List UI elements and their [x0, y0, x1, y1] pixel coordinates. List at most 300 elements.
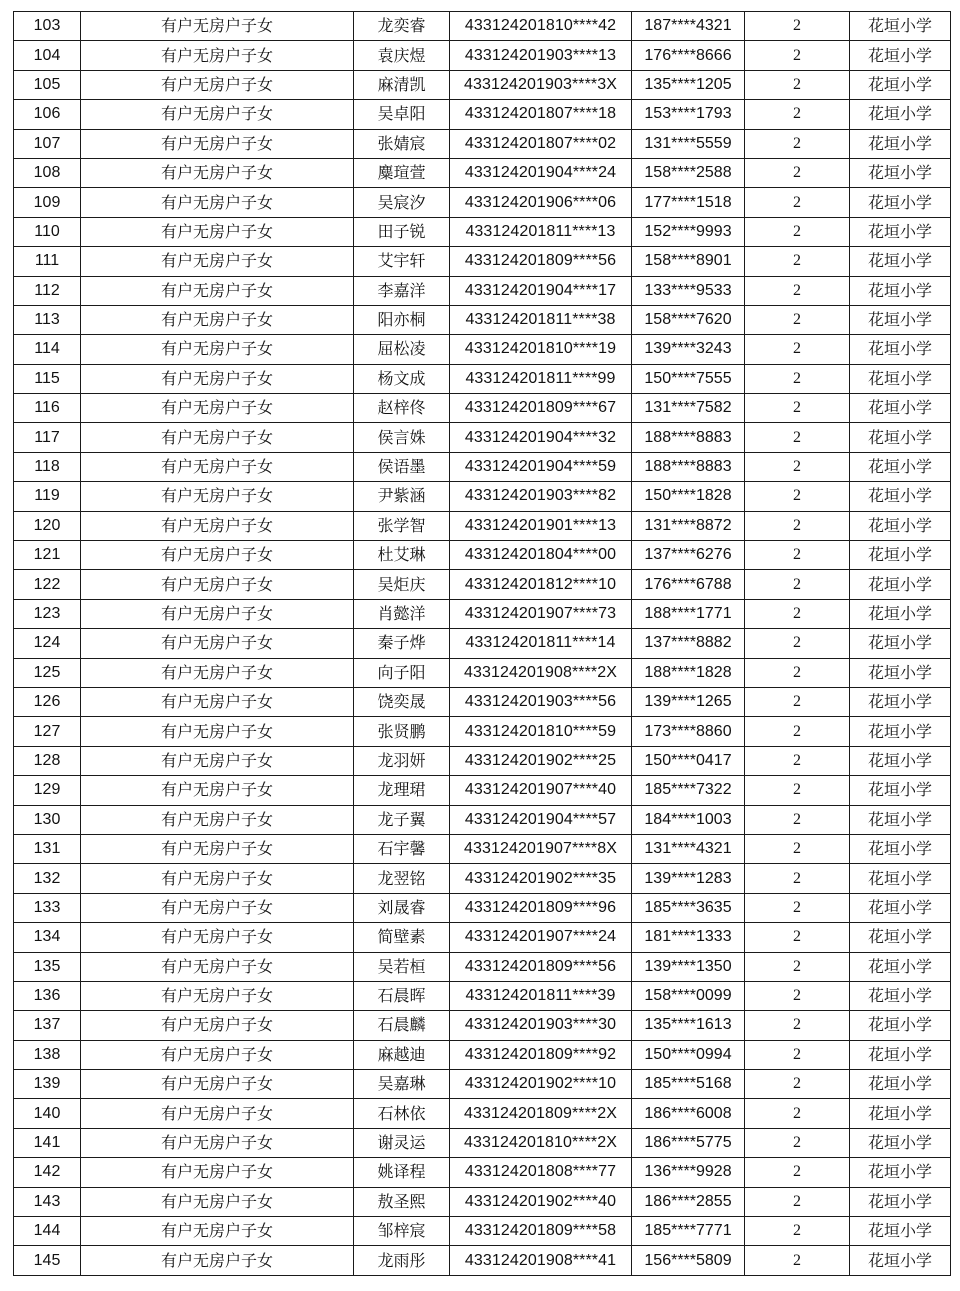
cell-grade: 2: [745, 188, 850, 217]
cell-category: 有户无房户子女: [81, 364, 354, 393]
cell-category: 有户无房户子女: [81, 893, 354, 922]
cell-serial-number: 112: [14, 276, 81, 305]
cell-id-number: 433124201903****56: [450, 687, 632, 716]
cell-id-number: 433124201810****42: [450, 12, 632, 41]
cell-grade: 2: [745, 1011, 850, 1040]
cell-grade: 2: [745, 658, 850, 687]
cell-id-number: 433124201810****2X: [450, 1128, 632, 1157]
cell-serial-number: 127: [14, 717, 81, 746]
cell-student-name: 田子锐: [354, 217, 450, 246]
cell-grade: 2: [745, 746, 850, 775]
cell-student-name: 石宇馨: [354, 834, 450, 863]
cell-school: 花垣小学: [850, 834, 951, 863]
enrollment-table: [13, 11, 951, 1276]
cell-category: 有户无房户子女: [81, 423, 354, 452]
cell-grade: 2: [745, 570, 850, 599]
cell-student-name: 龙羽妍: [354, 746, 450, 775]
cell-grade: 2: [745, 482, 850, 511]
cell-school: 花垣小学: [850, 335, 951, 364]
cell-school: 花垣小学: [850, 981, 951, 1010]
cell-phone: 188****1828: [632, 658, 745, 687]
cell-id-number: 433124201903****82: [450, 482, 632, 511]
cell-phone: 173****8860: [632, 717, 745, 746]
cell-school: 花垣小学: [850, 923, 951, 952]
cell-serial-number: 116: [14, 394, 81, 423]
cell-grade: 2: [745, 129, 850, 158]
cell-id-number: 433124201906****06: [450, 188, 632, 217]
cell-phone: 185****5168: [632, 1070, 745, 1099]
cell-id-number: 433124201807****02: [450, 129, 632, 158]
cell-school: 花垣小学: [850, 511, 951, 540]
cell-serial-number: 132: [14, 864, 81, 893]
cell-student-name: 李嘉洋: [354, 276, 450, 305]
cell-id-number: 433124201901****13: [450, 511, 632, 540]
cell-category: 有户无房户子女: [81, 776, 354, 805]
cell-student-name: 艾宇轩: [354, 247, 450, 276]
cell-school: 花垣小学: [850, 394, 951, 423]
table-row: [14, 687, 951, 716]
table-row: [14, 511, 951, 540]
cell-school: 花垣小学: [850, 12, 951, 41]
cell-id-number: 433124201808****77: [450, 1158, 632, 1187]
cell-school: 花垣小学: [850, 541, 951, 570]
cell-serial-number: 133: [14, 893, 81, 922]
cell-grade: 2: [745, 952, 850, 981]
cell-serial-number: 129: [14, 776, 81, 805]
cell-phone: 176****6788: [632, 570, 745, 599]
cell-category: 有户无房户子女: [81, 276, 354, 305]
table-row: [14, 746, 951, 775]
table-row: [14, 981, 951, 1010]
cell-serial-number: 124: [14, 629, 81, 658]
cell-category: 有户无房户子女: [81, 12, 354, 41]
cell-student-name: 刘晟睿: [354, 893, 450, 922]
cell-category: 有户无房户子女: [81, 834, 354, 863]
cell-grade: 2: [745, 864, 850, 893]
table-row: [14, 100, 951, 129]
cell-phone: 136****9928: [632, 1158, 745, 1187]
cell-id-number: 433124201902****25: [450, 746, 632, 775]
cell-school: 花垣小学: [850, 629, 951, 658]
cell-student-name: 秦子烨: [354, 629, 450, 658]
table-row: [14, 629, 951, 658]
cell-school: 花垣小学: [850, 217, 951, 246]
cell-student-name: 麻清凯: [354, 70, 450, 99]
table-row: [14, 599, 951, 628]
cell-student-name: 杜艾琳: [354, 541, 450, 570]
cell-category: 有户无房户子女: [81, 217, 354, 246]
cell-student-name: 尹紫涵: [354, 482, 450, 511]
cell-phone: 186****5775: [632, 1128, 745, 1157]
cell-school: 花垣小学: [850, 188, 951, 217]
cell-phone: 137****8882: [632, 629, 745, 658]
cell-grade: 2: [745, 981, 850, 1010]
table-row: [14, 570, 951, 599]
cell-school: 花垣小学: [850, 1217, 951, 1246]
cell-phone: 188****8883: [632, 452, 745, 481]
cell-category: 有户无房户子女: [81, 1187, 354, 1216]
cell-phone: 139****1350: [632, 952, 745, 981]
cell-id-number: 433124201902****10: [450, 1070, 632, 1099]
cell-grade: 2: [745, 1040, 850, 1069]
cell-grade: 2: [745, 629, 850, 658]
cell-student-name: 龙理珺: [354, 776, 450, 805]
cell-school: 花垣小学: [850, 305, 951, 334]
cell-grade: 2: [745, 834, 850, 863]
cell-serial-number: 140: [14, 1099, 81, 1128]
table-row: [14, 1187, 951, 1216]
cell-category: 有户无房户子女: [81, 305, 354, 334]
cell-student-name: 姚译程: [354, 1158, 450, 1187]
cell-phone: 184****1003: [632, 805, 745, 834]
table-row: [14, 541, 951, 570]
cell-serial-number: 110: [14, 217, 81, 246]
cell-serial-number: 107: [14, 129, 81, 158]
cell-id-number: 433124201908****2X: [450, 658, 632, 687]
table-row: [14, 1217, 951, 1246]
table-row: [14, 335, 951, 364]
cell-student-name: 张贤鹏: [354, 717, 450, 746]
cell-category: 有户无房户子女: [81, 981, 354, 1010]
cell-id-number: 433124201809****56: [450, 952, 632, 981]
cell-category: 有户无房户子女: [81, 188, 354, 217]
cell-id-number: 433124201811****38: [450, 305, 632, 334]
cell-phone: 177****1518: [632, 188, 745, 217]
cell-id-number: 433124201811****14: [450, 629, 632, 658]
cell-category: 有户无房户子女: [81, 1217, 354, 1246]
cell-category: 有户无房户子女: [81, 1040, 354, 1069]
cell-category: 有户无房户子女: [81, 70, 354, 99]
cell-student-name: 麻越迪: [354, 1040, 450, 1069]
cell-student-name: 吴嘉琳: [354, 1070, 450, 1099]
cell-school: 花垣小学: [850, 1246, 951, 1275]
cell-school: 花垣小学: [850, 893, 951, 922]
cell-school: 花垣小学: [850, 452, 951, 481]
cell-serial-number: 141: [14, 1128, 81, 1157]
cell-phone: 185****3635: [632, 893, 745, 922]
cell-student-name: 邹梓宸: [354, 1217, 450, 1246]
cell-category: 有户无房户子女: [81, 511, 354, 540]
cell-id-number: 433124201903****3X: [450, 70, 632, 99]
cell-id-number: 433124201811****99: [450, 364, 632, 393]
table-row: [14, 482, 951, 511]
table-row: [14, 217, 951, 246]
cell-id-number: 433124201809****96: [450, 893, 632, 922]
cell-id-number: 433124201810****19: [450, 335, 632, 364]
cell-id-number: 433124201812****10: [450, 570, 632, 599]
table-row: [14, 305, 951, 334]
cell-serial-number: 121: [14, 541, 81, 570]
cell-id-number: 433124201811****13: [450, 217, 632, 246]
cell-category: 有户无房户子女: [81, 129, 354, 158]
table-row: [14, 1128, 951, 1157]
cell-category: 有户无房户子女: [81, 247, 354, 276]
cell-id-number: 433124201904****24: [450, 158, 632, 187]
cell-serial-number: 137: [14, 1011, 81, 1040]
cell-category: 有户无房户子女: [81, 482, 354, 511]
cell-id-number: 433124201811****39: [450, 981, 632, 1010]
cell-id-number: 433124201809****56: [450, 247, 632, 276]
cell-school: 花垣小学: [850, 129, 951, 158]
cell-student-name: 石晨麟: [354, 1011, 450, 1040]
table-row: [14, 1158, 951, 1187]
cell-school: 花垣小学: [850, 364, 951, 393]
cell-student-name: 麋瑄萱: [354, 158, 450, 187]
cell-school: 花垣小学: [850, 1099, 951, 1128]
cell-school: 花垣小学: [850, 1187, 951, 1216]
cell-grade: 2: [745, 452, 850, 481]
cell-category: 有户无房户子女: [81, 687, 354, 716]
cell-serial-number: 120: [14, 511, 81, 540]
cell-serial-number: 104: [14, 41, 81, 70]
cell-school: 花垣小学: [850, 570, 951, 599]
cell-grade: 2: [745, 364, 850, 393]
cell-grade: 2: [745, 217, 850, 246]
cell-phone: 158****2588: [632, 158, 745, 187]
cell-grade: 2: [745, 1158, 850, 1187]
cell-serial-number: 142: [14, 1158, 81, 1187]
table-row: [14, 1040, 951, 1069]
cell-phone: 150****0994: [632, 1040, 745, 1069]
cell-student-name: 杨文成: [354, 364, 450, 393]
cell-serial-number: 136: [14, 981, 81, 1010]
cell-phone: 135****1613: [632, 1011, 745, 1040]
cell-id-number: 433124201809****92: [450, 1040, 632, 1069]
cell-serial-number: 128: [14, 746, 81, 775]
cell-serial-number: 108: [14, 158, 81, 187]
cell-student-name: 侯语墨: [354, 452, 450, 481]
cell-grade: 2: [745, 1217, 850, 1246]
cell-serial-number: 134: [14, 923, 81, 952]
cell-id-number: 433124201904****59: [450, 452, 632, 481]
cell-student-name: 饶奕晟: [354, 687, 450, 716]
cell-category: 有户无房户子女: [81, 1158, 354, 1187]
cell-student-name: 吴卓阳: [354, 100, 450, 129]
cell-phone: 158****8901: [632, 247, 745, 276]
cell-grade: 2: [745, 1128, 850, 1157]
cell-grade: 2: [745, 1099, 850, 1128]
cell-student-name: 侯言姝: [354, 423, 450, 452]
table-row: [14, 776, 951, 805]
cell-grade: 2: [745, 247, 850, 276]
table-row: [14, 1099, 951, 1128]
cell-serial-number: 114: [14, 335, 81, 364]
table-row: [14, 158, 951, 187]
table-row: [14, 276, 951, 305]
cell-school: 花垣小学: [850, 70, 951, 99]
cell-phone: 150****1828: [632, 482, 745, 511]
table-row: [14, 1070, 951, 1099]
cell-student-name: 吴若桓: [354, 952, 450, 981]
cell-grade: 2: [745, 158, 850, 187]
cell-category: 有户无房户子女: [81, 717, 354, 746]
cell-category: 有户无房户子女: [81, 158, 354, 187]
cell-phone: 181****1333: [632, 923, 745, 952]
cell-grade: 2: [745, 100, 850, 129]
cell-category: 有户无房户子女: [81, 1099, 354, 1128]
cell-phone: 135****1205: [632, 70, 745, 99]
table-row: [14, 864, 951, 893]
cell-phone: 158****0099: [632, 981, 745, 1010]
cell-serial-number: 113: [14, 305, 81, 334]
cell-grade: 2: [745, 305, 850, 334]
cell-student-name: 吴炬庆: [354, 570, 450, 599]
cell-grade: 2: [745, 423, 850, 452]
cell-grade: 2: [745, 923, 850, 952]
table-row: [14, 423, 951, 452]
cell-school: 花垣小学: [850, 599, 951, 628]
table-row: [14, 1011, 951, 1040]
table-row: [14, 923, 951, 952]
cell-student-name: 石晨晖: [354, 981, 450, 1010]
cell-category: 有户无房户子女: [81, 541, 354, 570]
table-row: [14, 129, 951, 158]
cell-student-name: 谢灵运: [354, 1128, 450, 1157]
cell-id-number: 433124201809****58: [450, 1217, 632, 1246]
cell-student-name: 龙奕睿: [354, 12, 450, 41]
cell-id-number: 433124201908****41: [450, 1246, 632, 1275]
cell-category: 有户无房户子女: [81, 1246, 354, 1275]
cell-phone: 152****9993: [632, 217, 745, 246]
cell-phone: 186****2855: [632, 1187, 745, 1216]
cell-school: 花垣小学: [850, 776, 951, 805]
cell-student-name: 石林依: [354, 1099, 450, 1128]
cell-grade: 2: [745, 805, 850, 834]
cell-category: 有户无房户子女: [81, 864, 354, 893]
cell-grade: 2: [745, 893, 850, 922]
cell-phone: 176****8666: [632, 41, 745, 70]
cell-school: 花垣小学: [850, 1158, 951, 1187]
cell-category: 有户无房户子女: [81, 1070, 354, 1099]
cell-student-name: 龙子翼: [354, 805, 450, 834]
cell-phone: 153****1793: [632, 100, 745, 129]
cell-serial-number: 103: [14, 12, 81, 41]
cell-school: 花垣小学: [850, 658, 951, 687]
cell-phone: 131****4321: [632, 834, 745, 863]
cell-category: 有户无房户子女: [81, 100, 354, 129]
cell-school: 花垣小学: [850, 864, 951, 893]
table-row: [14, 41, 951, 70]
table-row: [14, 452, 951, 481]
cell-id-number: 433124201809****67: [450, 394, 632, 423]
cell-grade: 2: [745, 276, 850, 305]
cell-category: 有户无房户子女: [81, 599, 354, 628]
cell-school: 花垣小学: [850, 1011, 951, 1040]
cell-school: 花垣小学: [850, 158, 951, 187]
table-row: [14, 364, 951, 393]
cell-category: 有户无房户子女: [81, 746, 354, 775]
cell-student-name: 张学智: [354, 511, 450, 540]
cell-phone: 133****9533: [632, 276, 745, 305]
cell-school: 花垣小学: [850, 805, 951, 834]
cell-category: 有户无房户子女: [81, 805, 354, 834]
table-body: [14, 12, 951, 1276]
cell-serial-number: 139: [14, 1070, 81, 1099]
cell-category: 有户无房户子女: [81, 1128, 354, 1157]
cell-serial-number: 122: [14, 570, 81, 599]
cell-grade: 2: [745, 41, 850, 70]
cell-phone: 139****1265: [632, 687, 745, 716]
cell-student-name: 吴宸汐: [354, 188, 450, 217]
cell-id-number: 433124201807****18: [450, 100, 632, 129]
cell-id-number: 433124201904****17: [450, 276, 632, 305]
cell-school: 花垣小学: [850, 41, 951, 70]
cell-student-name: 龙翌铭: [354, 864, 450, 893]
cell-serial-number: 106: [14, 100, 81, 129]
cell-student-name: 赵梓佟: [354, 394, 450, 423]
cell-serial-number: 131: [14, 834, 81, 863]
cell-id-number: 433124201904****57: [450, 805, 632, 834]
cell-serial-number: 130: [14, 805, 81, 834]
cell-id-number: 433124201902****40: [450, 1187, 632, 1216]
cell-school: 花垣小学: [850, 746, 951, 775]
cell-id-number: 433124201907****8X: [450, 834, 632, 863]
cell-phone: 185****7771: [632, 1217, 745, 1246]
table-row: [14, 394, 951, 423]
cell-category: 有户无房户子女: [81, 394, 354, 423]
cell-student-name: 肖懿洋: [354, 599, 450, 628]
cell-grade: 2: [745, 1246, 850, 1275]
cell-serial-number: 118: [14, 452, 81, 481]
cell-grade: 2: [745, 70, 850, 99]
cell-phone: 131****5559: [632, 129, 745, 158]
cell-school: 花垣小学: [850, 482, 951, 511]
table-row: [14, 70, 951, 99]
cell-category: 有户无房户子女: [81, 658, 354, 687]
cell-serial-number: 145: [14, 1246, 81, 1275]
cell-student-name: 屈松凌: [354, 335, 450, 364]
cell-category: 有户无房户子女: [81, 629, 354, 658]
cell-grade: 2: [745, 599, 850, 628]
cell-grade: 2: [745, 541, 850, 570]
cell-serial-number: 125: [14, 658, 81, 687]
cell-grade: 2: [745, 1187, 850, 1216]
cell-serial-number: 143: [14, 1187, 81, 1216]
cell-school: 花垣小学: [850, 247, 951, 276]
cell-student-name: 敖圣熙: [354, 1187, 450, 1216]
cell-student-name: 张婧宸: [354, 129, 450, 158]
table-row: [14, 805, 951, 834]
table-row: [14, 834, 951, 863]
cell-school: 花垣小学: [850, 952, 951, 981]
cell-serial-number: 115: [14, 364, 81, 393]
cell-id-number: 433124201903****13: [450, 41, 632, 70]
cell-school: 花垣小学: [850, 1040, 951, 1069]
cell-phone: 187****4321: [632, 12, 745, 41]
cell-id-number: 433124201809****2X: [450, 1099, 632, 1128]
cell-category: 有户无房户子女: [81, 570, 354, 599]
cell-serial-number: 144: [14, 1217, 81, 1246]
table-row: [14, 188, 951, 217]
cell-id-number: 433124201904****32: [450, 423, 632, 452]
cell-phone: 185****7322: [632, 776, 745, 805]
cell-school: 花垣小学: [850, 687, 951, 716]
cell-student-name: 龙雨彤: [354, 1246, 450, 1275]
cell-grade: 2: [745, 394, 850, 423]
cell-student-name: 袁庆煜: [354, 41, 450, 70]
cell-serial-number: 135: [14, 952, 81, 981]
cell-category: 有户无房户子女: [81, 923, 354, 952]
cell-id-number: 433124201907****40: [450, 776, 632, 805]
cell-phone: 150****0417: [632, 746, 745, 775]
cell-phone: 131****8872: [632, 511, 745, 540]
cell-school: 花垣小学: [850, 100, 951, 129]
cell-student-name: 阳亦桐: [354, 305, 450, 334]
cell-school: 花垣小学: [850, 717, 951, 746]
cell-category: 有户无房户子女: [81, 41, 354, 70]
table-row: [14, 717, 951, 746]
table-row: [14, 1246, 951, 1275]
